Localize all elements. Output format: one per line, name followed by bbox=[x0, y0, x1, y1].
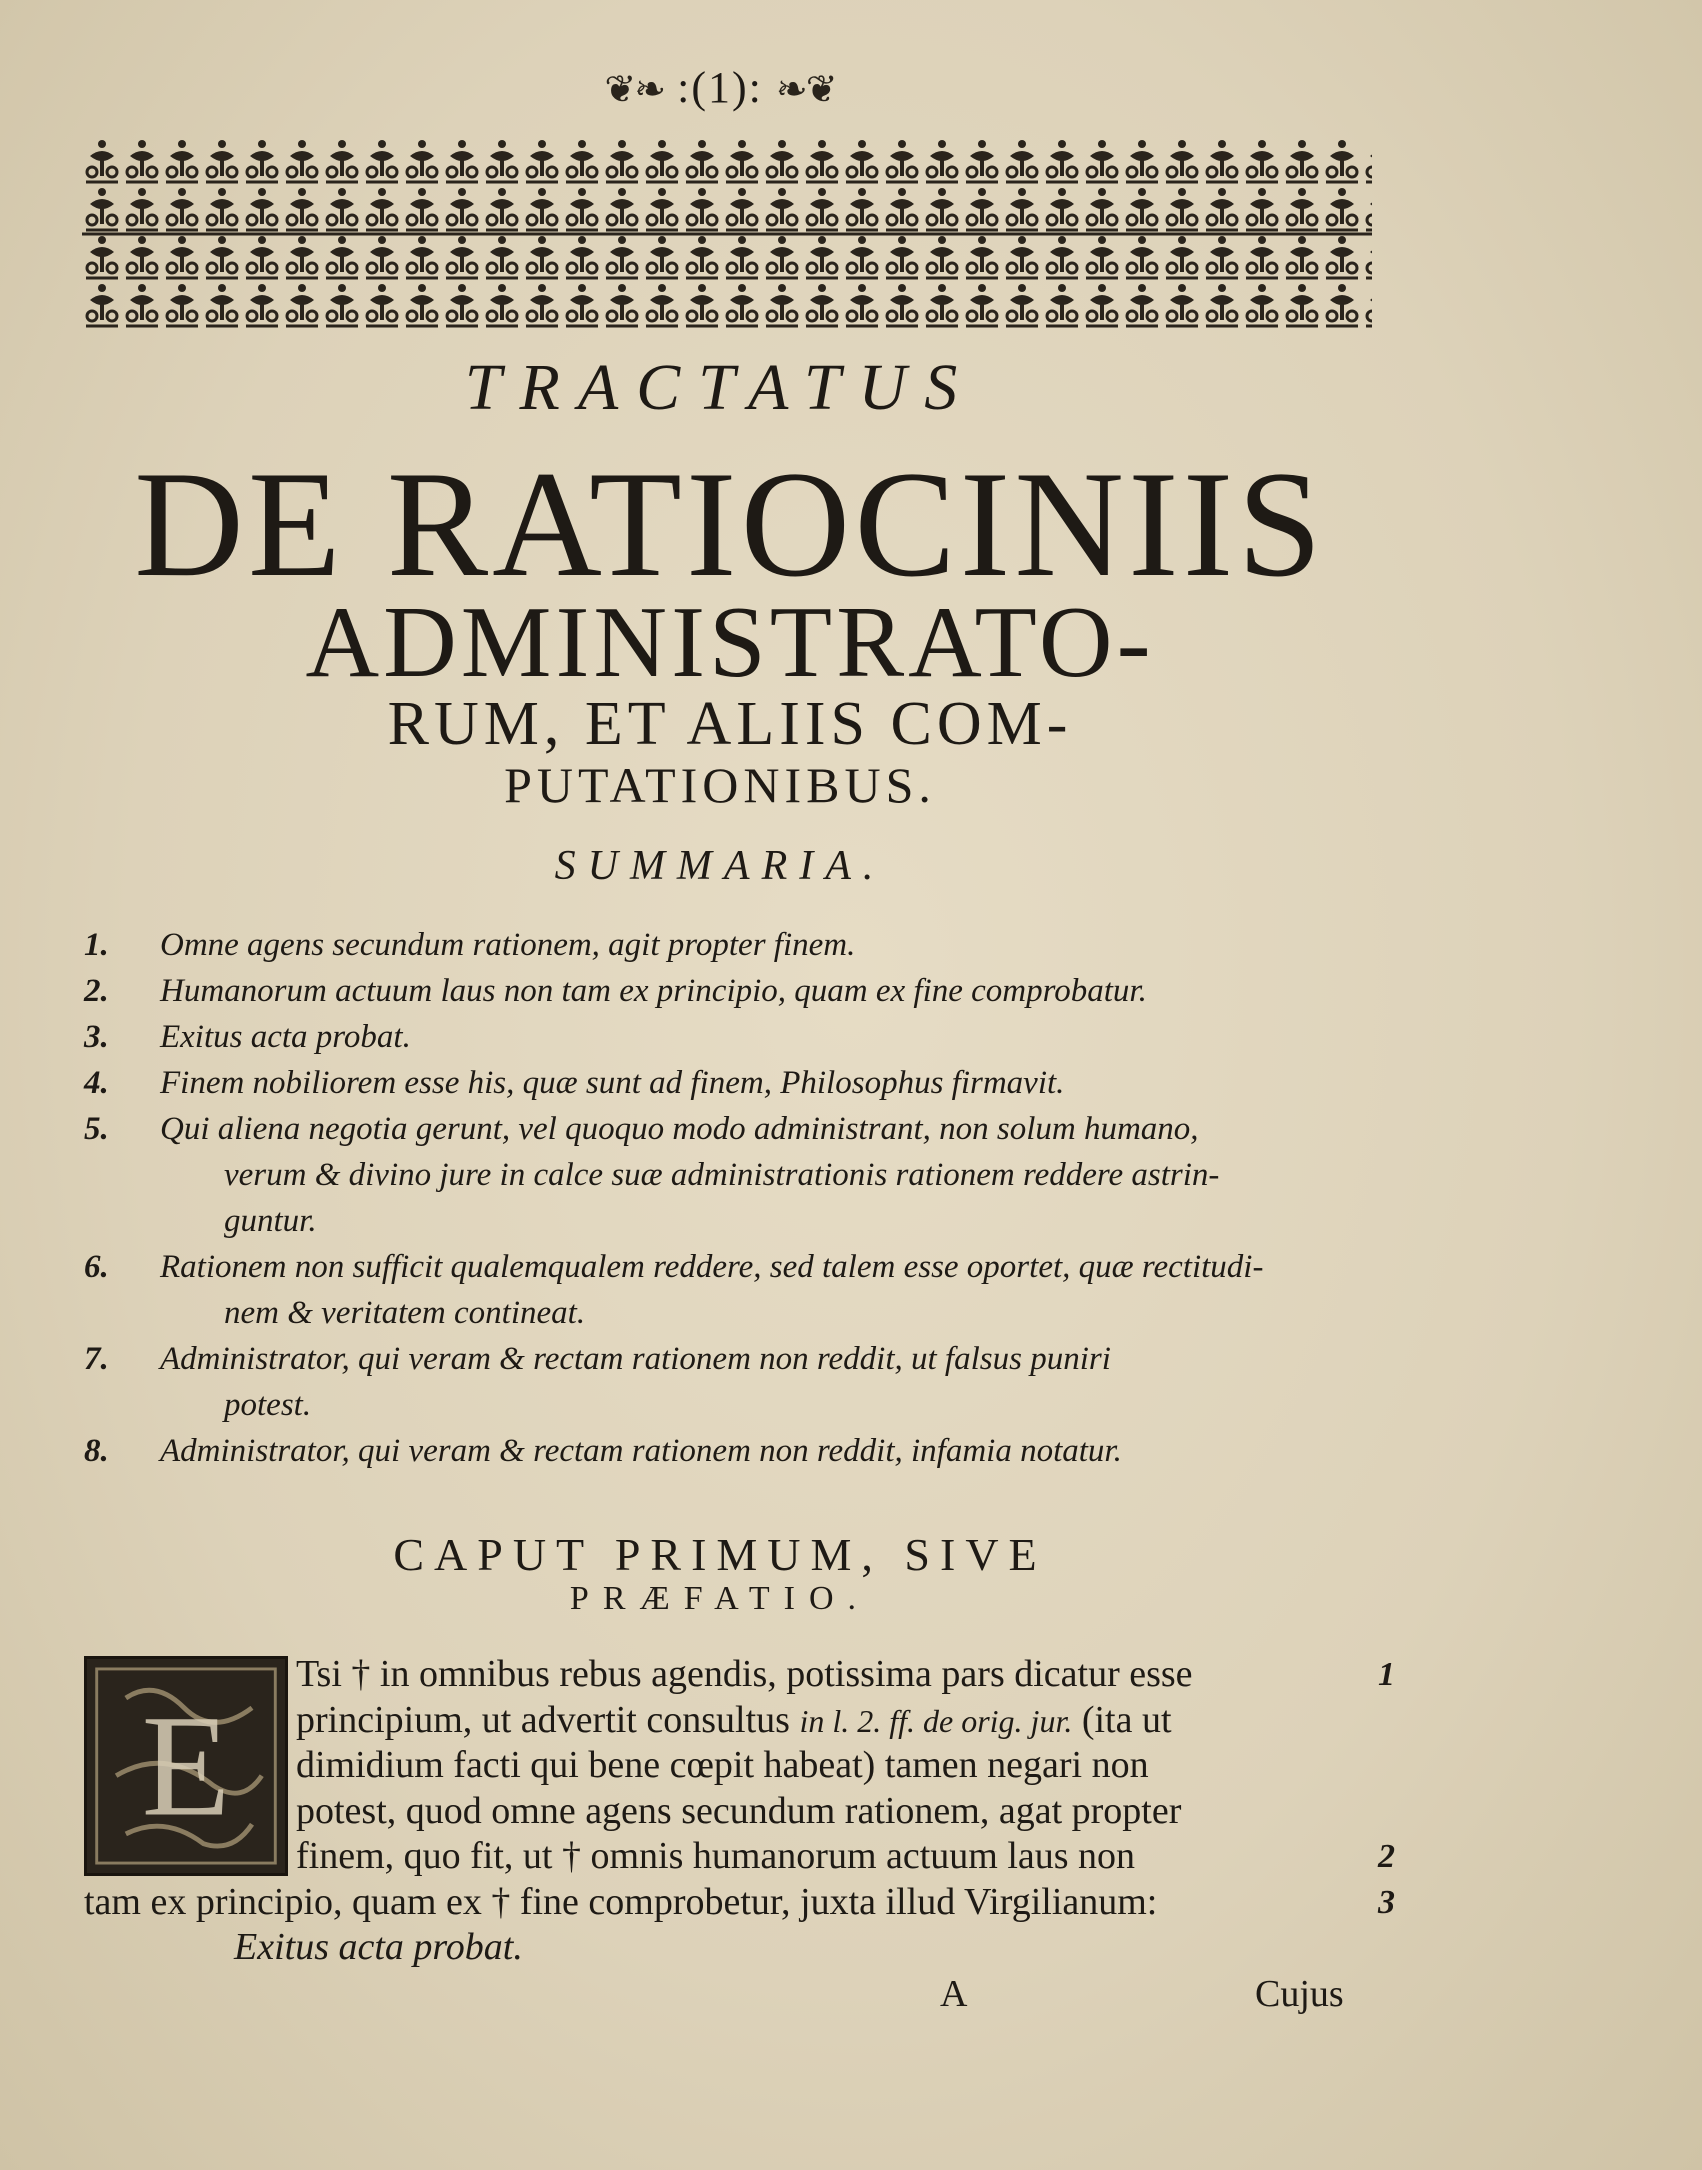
summary-item-line: verum & divino jure in calce suæ administrationis rationem reddere astrin- bbox=[224, 1157, 1220, 1193]
summary-item-line: potest. bbox=[224, 1387, 312, 1423]
chapter-subheading: PRÆFATIO. bbox=[569, 1580, 871, 1617]
summary-list bbox=[78, 922, 1378, 1474]
summary-item-line: Qui aliena negotia gerunt, vel quoquo modo administrant, non solum humano, bbox=[160, 1111, 1199, 1147]
summary-item-line: guntur. bbox=[224, 1203, 317, 1239]
summary-item-line: Rationem non sufficit qualemqualem reddere, sed talem esse oportet, quæ rectitudi- bbox=[160, 1249, 1264, 1285]
title-line-2: ADMINISTRATO- bbox=[305, 586, 1155, 699]
summary-item-line: Exitus acta probat. bbox=[160, 1019, 411, 1055]
title-line-3: RUM, ET ALIIS COM- bbox=[387, 690, 1073, 758]
summary-item-number: 1. bbox=[84, 927, 109, 963]
summary-item-line: Humanorum actuum laus non tam ex principio, quam ex fine comprobatur. bbox=[160, 973, 1147, 1009]
ornamental-headpiece bbox=[82, 138, 1372, 330]
summary-item-number: 2. bbox=[84, 973, 109, 1009]
summary-item-number: 5. bbox=[84, 1111, 109, 1147]
legal-citation: in l. 2. ff. de orig. jur. bbox=[799, 1702, 1073, 1739]
summary-item-number: 4. bbox=[84, 1065, 109, 1101]
margin-note-1: 1 bbox=[1378, 1656, 1395, 1693]
body-line-5: finem, quo fit, ut † omnis humanorum actuum laus non bbox=[296, 1835, 1136, 1877]
body-line-6: tam ex principio, quam ex † fine comprobetur, juxta illud Virgilianum: bbox=[84, 1880, 1158, 1923]
catchword: Cujus bbox=[1255, 1973, 1344, 2015]
summary-item bbox=[78, 1106, 1378, 1244]
summary-item bbox=[78, 1336, 1378, 1428]
margin-note-3: 3 bbox=[1378, 1884, 1395, 1921]
summary-item-number: 8. bbox=[84, 1433, 109, 1469]
body-text bbox=[84, 1652, 1374, 1971]
body-line-4: potest, quod omne agens secundum rationem, agat propter bbox=[296, 1789, 1182, 1832]
chapter-heading: CAPUT PRIMUM, SIVE bbox=[393, 1529, 1047, 1580]
summary-item-number: 3. bbox=[84, 1019, 109, 1055]
page-number: :(1): bbox=[677, 63, 763, 112]
body-line-3: dimidium facti qui bene cœpit habeat) tamen negari non bbox=[296, 1744, 1149, 1786]
title-line-1: DE RATIOCINIIS bbox=[134, 440, 1326, 608]
summary-item bbox=[78, 968, 1378, 1014]
summaria-heading: SUMMARIA. bbox=[554, 843, 886, 889]
page-number-header bbox=[0, 62, 1440, 113]
svg-text:E: E bbox=[141, 1685, 231, 1847]
summary-item-line: Omne agens secundum rationem, agit propter finem. bbox=[160, 927, 856, 963]
summary-item-line: Administrator, qui veram & rectam rationem non reddit, infamia notatur. bbox=[160, 1433, 1122, 1469]
summary-item bbox=[78, 1244, 1378, 1336]
summary-item-line: nem & veritatem contineat. bbox=[224, 1295, 586, 1331]
signature-mark: A bbox=[940, 1973, 968, 2015]
summary-item bbox=[78, 1428, 1378, 1474]
body-line-7: Exitus acta probat. bbox=[234, 1926, 523, 1968]
summary-item-number: 7. bbox=[84, 1341, 109, 1377]
summary-item-line: Finem nobiliorem esse his, quæ sunt ad finem, Philosophus firmavit. bbox=[160, 1065, 1065, 1101]
ornament-right: ❧❦ bbox=[775, 69, 836, 111]
summary-item-number: 6. bbox=[84, 1249, 109, 1285]
title-tractatus: TRACTATUS bbox=[464, 351, 976, 424]
summary-item bbox=[78, 1014, 1378, 1060]
summary-item bbox=[78, 922, 1378, 968]
margin-note-2: 2 bbox=[1378, 1838, 1395, 1875]
summary-item bbox=[78, 1060, 1378, 1106]
title-line-4: PUTATIONIBUS. bbox=[504, 757, 936, 813]
body-line-1: Tsi † in omnibus rebus agendis, potissima pars dicatur esse bbox=[296, 1653, 1193, 1695]
body-line-2: principium, ut advertit consultus in l. 2. ff. de orig. jur. (ita ut bbox=[296, 1698, 1172, 1741]
ornament-left: ❦❧ bbox=[604, 69, 665, 111]
summary-item-line: Administrator, qui veram & rectam rationem non reddit, ut falsus puniri bbox=[160, 1341, 1111, 1377]
